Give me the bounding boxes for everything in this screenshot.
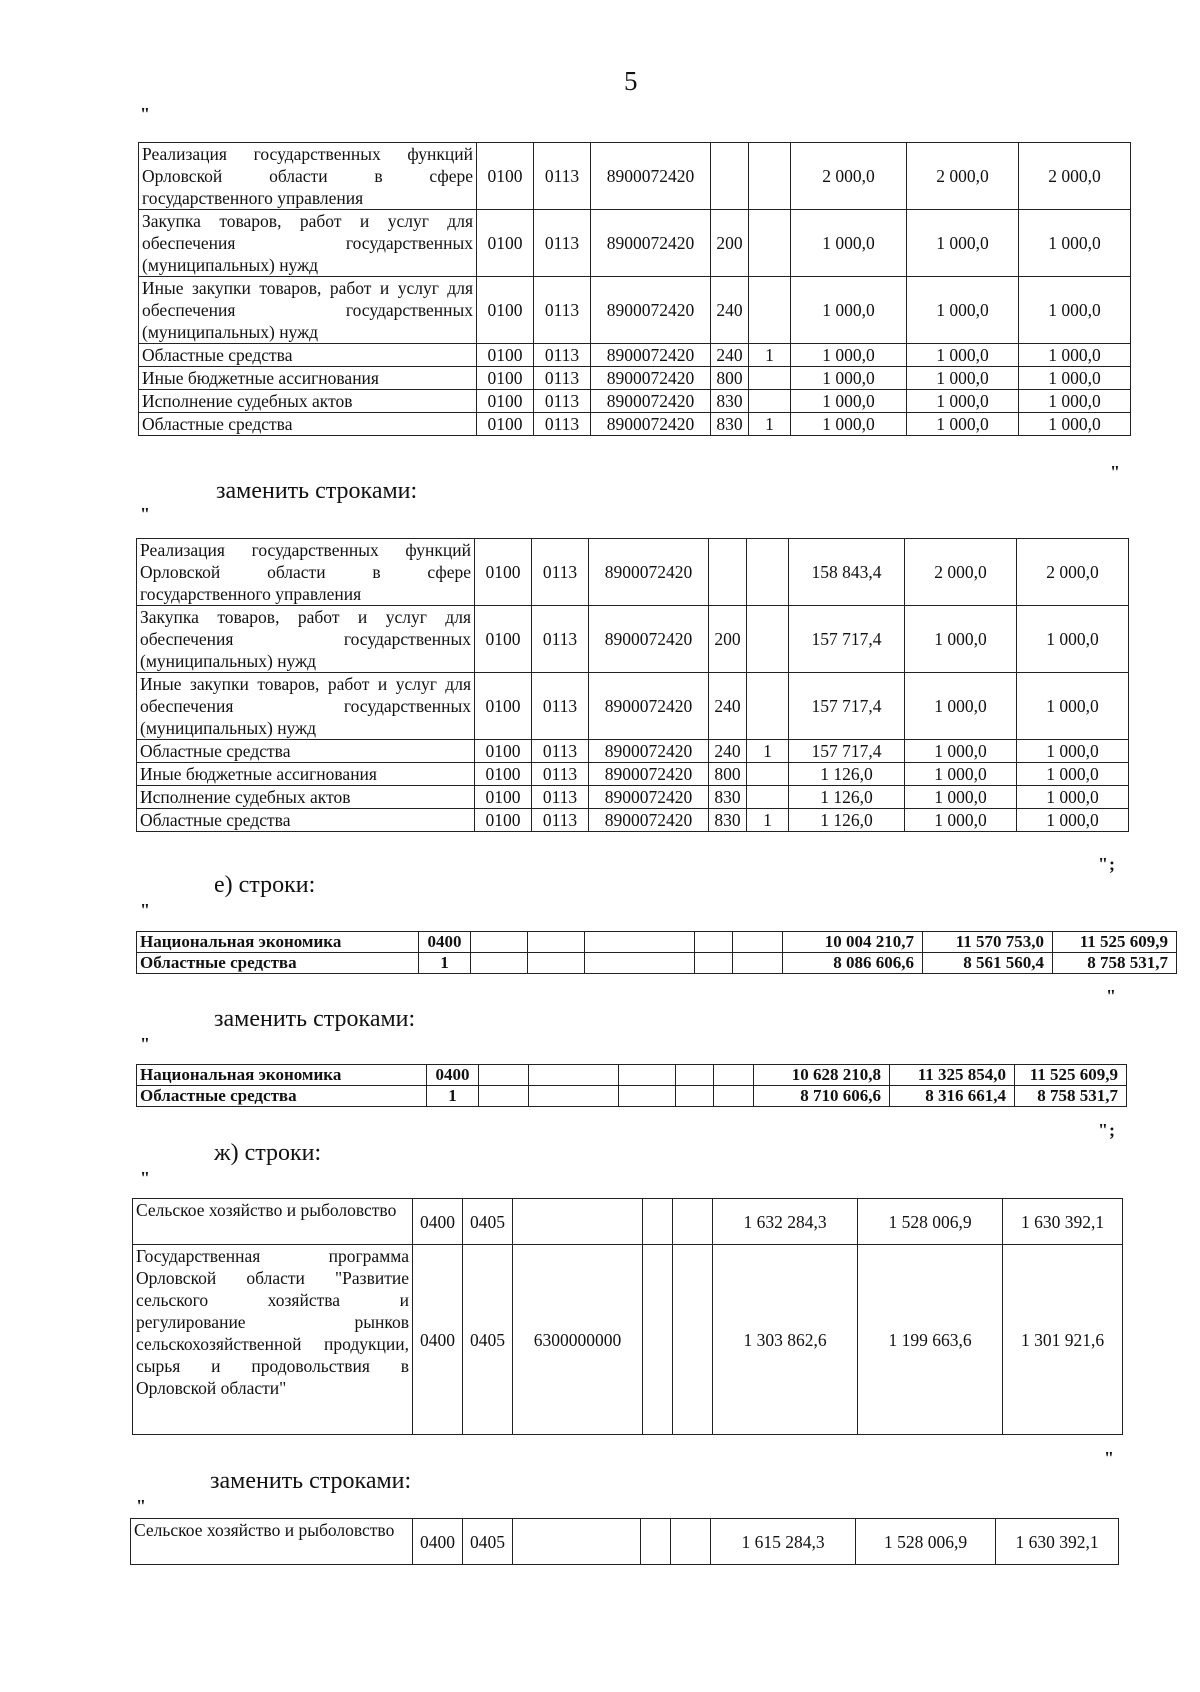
subsection-code: 0113 (532, 786, 589, 809)
table-row (137, 740, 1129, 763)
expense-type-code: 830 (709, 809, 747, 832)
table-row (137, 786, 1129, 809)
amount-year-2: 1 000,0 (907, 277, 1019, 344)
amount-year-1: 1 000,0 (791, 413, 907, 436)
target-article-code: 8900072420 (589, 786, 709, 809)
subsection-code: 0405 (463, 1519, 513, 1565)
open-quote: " (136, 1496, 147, 1516)
section-code: 0100 (475, 809, 532, 832)
empty-cell (479, 1086, 529, 1107)
subsection-code: 0113 (532, 763, 589, 786)
empty-cell (714, 1065, 754, 1086)
subsection-code: 0113 (532, 673, 589, 740)
amount-year-3: 8 758 531,7 (1015, 1086, 1127, 1107)
amount-year-3: 1 630 392,1 (1003, 1199, 1123, 1245)
row-name: Реализация государственных функций Орловской области в сфере государственного управления (137, 539, 475, 606)
amount-year-1: 1 126,0 (789, 763, 905, 786)
row-name: Сельское хозяйство и рыболовство (133, 1199, 413, 1245)
amount-year-2: 8 561 560,4 (923, 953, 1053, 974)
amount-year-3: 1 000,0 (1017, 673, 1129, 740)
table-old-national-economy (136, 931, 1177, 974)
target-article-code: 8900072420 (589, 740, 709, 763)
replace-caption: заменить строками: (210, 1468, 412, 1494)
replace-caption: заменить строками: (214, 1006, 416, 1032)
empty-cell (733, 953, 783, 974)
table-row (139, 344, 1131, 367)
expense-type-code: 200 (709, 606, 747, 673)
row-name: Государственная программа Орловской области "Развитие сельского хозяйства и регулирование рынков сельскохозяйственной продукции, сырья и продовольствия в Орловской области" (133, 1245, 413, 1435)
empty-cell (676, 1086, 714, 1107)
section-code: 0100 (475, 740, 532, 763)
amount-year-1: 158 843,4 (789, 539, 905, 606)
funding-source-code: 1 (749, 344, 791, 367)
section-code: 0400 (413, 1245, 463, 1435)
expense-type-code: 240 (709, 673, 747, 740)
funding-source-code: 1 (747, 809, 789, 832)
amount-year-3: 1 000,0 (1019, 367, 1131, 390)
funding-source-code: 1 (749, 413, 791, 436)
row-name: Национальная экономика (137, 932, 419, 953)
expense-type-code: 240 (711, 277, 749, 344)
subsection-code: 0113 (534, 367, 591, 390)
empty-cell (585, 932, 695, 953)
amount-year-2: 1 000,0 (907, 344, 1019, 367)
subsection-code: 0113 (534, 143, 591, 210)
funding-source-code (749, 277, 791, 344)
amount-year-1: 1 615 284,3 (711, 1519, 856, 1565)
row-name: Исполнение судебных актов (139, 390, 477, 413)
target-article-code: 8900072420 (589, 809, 709, 832)
section-code: 0100 (477, 367, 534, 390)
empty-cell (695, 932, 733, 953)
row-name: Реализация государственных функций Орловской области в сфере государственного управления (139, 143, 477, 210)
amount-year-1: 1 126,0 (789, 809, 905, 832)
table-row (139, 413, 1131, 436)
table-row (137, 1065, 1127, 1086)
row-name: Областные средства (137, 740, 475, 763)
subsection-code: 0113 (534, 413, 591, 436)
amount-year-2: 1 528 006,9 (856, 1519, 996, 1565)
funding-source-code (749, 143, 791, 210)
empty-cell (471, 932, 528, 953)
funding-source-code (749, 390, 791, 413)
section-code: 0100 (477, 413, 534, 436)
amount-year-2: 2 000,0 (905, 539, 1017, 606)
amount-year-1: 157 717,4 (789, 606, 905, 673)
empty-cell (479, 1065, 529, 1086)
close-quote: " (1104, 1448, 1115, 1468)
section-code: 0100 (475, 763, 532, 786)
table-row (139, 390, 1131, 413)
expense-type-code: 830 (709, 786, 747, 809)
table-row (139, 210, 1131, 277)
target-article-code: 8900072420 (591, 277, 711, 344)
row-name: Национальная экономика (137, 1065, 427, 1086)
subsection-code: 0113 (534, 277, 591, 344)
amount-year-1: 1 000,0 (791, 277, 907, 344)
table-new-agriculture (130, 1518, 1119, 1565)
amount-year-3: 1 000,0 (1019, 390, 1131, 413)
amount-year-2: 11 570 753,0 (923, 932, 1053, 953)
empty-cell (529, 1065, 619, 1086)
amount-year-2: 1 000,0 (905, 740, 1017, 763)
table-old-state-functions (138, 142, 1131, 436)
funding-source-code (747, 539, 789, 606)
amount-year-1: 1 303 862,6 (713, 1245, 858, 1435)
target-article-code: 8900072420 (591, 390, 711, 413)
amount-year-2: 1 000,0 (905, 786, 1017, 809)
funding-source-code (747, 786, 789, 809)
table-row (137, 606, 1129, 673)
amount-year-2: 1 000,0 (907, 210, 1019, 277)
empty-cell (676, 1065, 714, 1086)
subsection-code: 0113 (532, 606, 589, 673)
empty-cell (641, 1519, 671, 1565)
replace-caption: заменить строками: (216, 478, 418, 504)
table-row (131, 1519, 1119, 1565)
amount-year-2: 1 000,0 (905, 673, 1017, 740)
empty-cell (695, 953, 733, 974)
target-article-code: 8900072420 (591, 210, 711, 277)
expense-type-code: 830 (711, 390, 749, 413)
empty-cell (673, 1199, 713, 1245)
subsection-code: 0113 (532, 539, 589, 606)
section-code: 0100 (475, 539, 532, 606)
row-name: Иные бюджетные ассигнования (137, 763, 475, 786)
section-code: 0100 (477, 390, 534, 413)
section-code: 0100 (477, 344, 534, 367)
empty-cell (643, 1199, 673, 1245)
funding-source-code (749, 210, 791, 277)
expense-type-code: 240 (711, 344, 749, 367)
amount-year-2: 1 000,0 (907, 413, 1019, 436)
empty-cell (671, 1519, 711, 1565)
target-article-code: 8900072420 (591, 143, 711, 210)
amount-year-3: 1 000,0 (1017, 786, 1129, 809)
amount-year-2: 1 000,0 (905, 606, 1017, 673)
amount-year-3: 8 758 531,7 (1053, 953, 1177, 974)
amount-year-1: 2 000,0 (791, 143, 907, 210)
section-code: 0100 (477, 210, 534, 277)
amount-year-3: 1 000,0 (1019, 277, 1131, 344)
table-row (133, 1245, 1123, 1435)
expense-type-code: 830 (711, 413, 749, 436)
amount-year-1: 1 000,0 (791, 344, 907, 367)
row-name: Исполнение судебных актов (137, 786, 475, 809)
table-row (137, 673, 1129, 740)
amount-year-3: 11 525 609,9 (1053, 932, 1177, 953)
amount-year-1: 10 628 210,8 (754, 1065, 890, 1086)
amount-year-2: 11 325 854,0 (890, 1065, 1015, 1086)
amount-year-1: 157 717,4 (789, 740, 905, 763)
close-quote-semicolon: "; (1098, 854, 1116, 874)
amount-year-2: 1 000,0 (905, 763, 1017, 786)
amount-year-3: 1 000,0 (1019, 210, 1131, 277)
amount-year-1: 10 004 210,7 (783, 932, 923, 953)
amount-year-2: 2 000,0 (907, 143, 1019, 210)
caption-zh: ж) строки: (214, 1140, 322, 1166)
table-row (137, 539, 1129, 606)
table-row (137, 809, 1129, 832)
row-name: Областные средства (139, 413, 477, 436)
target-article-code: 8900072420 (589, 763, 709, 786)
subsection-code: 0113 (534, 210, 591, 277)
open-quote: " (140, 1168, 151, 1188)
row-name: Областные средства (137, 1086, 427, 1107)
target-article-code: 8900072420 (589, 606, 709, 673)
expense-type-code: 800 (711, 367, 749, 390)
amount-year-3: 11 525 609,9 (1015, 1065, 1127, 1086)
amount-year-3: 1 000,0 (1017, 809, 1129, 832)
target-article-code: 8900072420 (589, 539, 709, 606)
empty-cell (471, 953, 528, 974)
row-name: Закупка товаров, работ и услуг для обеспечения государственных (муниципальных) нужд (137, 606, 475, 673)
amount-year-3: 1 630 392,1 (996, 1519, 1119, 1565)
amount-year-1: 1 000,0 (791, 367, 907, 390)
row-name: Сельское хозяйство и рыболовство (131, 1519, 413, 1565)
amount-year-1: 8 086 606,6 (783, 953, 923, 974)
table-old-agriculture (132, 1198, 1123, 1435)
table-row (137, 953, 1177, 974)
open-quote: " (140, 900, 151, 920)
expense-type-code (709, 539, 747, 606)
section-code: 0400 (419, 932, 471, 953)
table-new-state-functions (136, 538, 1129, 832)
row-name: Областные средства (139, 344, 477, 367)
section-code: 0100 (477, 277, 534, 344)
open-quote: " (140, 104, 151, 124)
amount-year-3: 1 000,0 (1019, 344, 1131, 367)
row-name: Иные бюджетные ассигнования (139, 367, 477, 390)
empty-cell (619, 1065, 676, 1086)
expense-type-code: 200 (711, 210, 749, 277)
target-article-code: 8900072420 (591, 367, 711, 390)
amount-year-3: 1 000,0 (1019, 413, 1131, 436)
target-article-code: 6300000000 (513, 1245, 643, 1435)
close-quote: " (1110, 462, 1121, 482)
row-name: Областные средства (137, 809, 475, 832)
section-code: 0400 (413, 1519, 463, 1565)
close-quote-semicolon: "; (1098, 1120, 1116, 1140)
empty-cell (528, 932, 585, 953)
expense-type-code: 240 (709, 740, 747, 763)
subsection-code: 0405 (463, 1245, 513, 1435)
section-code: 0100 (475, 673, 532, 740)
amount-year-1: 1 126,0 (789, 786, 905, 809)
amount-year-3: 1 000,0 (1017, 606, 1129, 673)
table-row (133, 1199, 1123, 1245)
table-new-national-economy (136, 1064, 1127, 1107)
amount-year-1: 8 710 606,6 (754, 1086, 890, 1107)
empty-cell (619, 1086, 676, 1107)
subsection-code: 0113 (532, 809, 589, 832)
section-code: 0100 (475, 786, 532, 809)
amount-year-1: 1 000,0 (791, 210, 907, 277)
section-code: 0400 (427, 1065, 479, 1086)
empty-cell (673, 1245, 713, 1435)
amount-year-2: 1 000,0 (905, 809, 1017, 832)
amount-year-2: 1 199 663,6 (858, 1245, 1003, 1435)
target-article-code: 8900072420 (591, 413, 711, 436)
caption-e: е) строки: (214, 872, 316, 898)
page-number: 5 (624, 66, 638, 96)
section-code: 0100 (475, 606, 532, 673)
row-name: Иные закупки товаров, работ и услуг для обеспечения государственных (муниципальных) нужд (139, 277, 477, 344)
target-article-code: 8900072420 (591, 344, 711, 367)
empty-cell (733, 932, 783, 953)
empty-cell (643, 1245, 673, 1435)
table-row (137, 932, 1177, 953)
funding-source-code (747, 763, 789, 786)
table-row (139, 277, 1131, 344)
subsection-code: 0405 (463, 1199, 513, 1245)
amount-year-3: 1 301 921,6 (1003, 1245, 1123, 1435)
funding-source-code: 1 (747, 740, 789, 763)
row-name: Областные средства (137, 953, 419, 974)
amount-year-2: 8 316 661,4 (890, 1086, 1015, 1107)
expense-type-code (711, 143, 749, 210)
table-row (139, 367, 1131, 390)
amount-year-2: 1 528 006,9 (858, 1199, 1003, 1245)
amount-year-3: 1 000,0 (1017, 763, 1129, 786)
empty-cell (528, 953, 585, 974)
amount-year-3: 1 000,0 (1017, 740, 1129, 763)
empty-cell (714, 1086, 754, 1107)
expense-type-code: 800 (709, 763, 747, 786)
empty-cell (585, 953, 695, 974)
funding-source-code (747, 606, 789, 673)
amount-year-3: 2 000,0 (1017, 539, 1129, 606)
target-article-code: 8900072420 (589, 673, 709, 740)
amount-year-2: 1 000,0 (907, 390, 1019, 413)
row-name: Закупка товаров, работ и услуг для обеспечения государственных (муниципальных) нужд (139, 210, 477, 277)
table-row (139, 143, 1131, 210)
section-code: 0400 (413, 1199, 463, 1245)
target-article-code (513, 1519, 641, 1565)
open-quote: " (140, 1034, 151, 1054)
amount-year-1: 1 632 284,3 (713, 1199, 858, 1245)
target-article-code (513, 1199, 643, 1245)
amount-year-3: 2 000,0 (1019, 143, 1131, 210)
amount-year-2: 1 000,0 (907, 367, 1019, 390)
subsection-code: 0113 (534, 390, 591, 413)
section-code: 1 (427, 1086, 479, 1107)
funding-source-code (749, 367, 791, 390)
funding-source-code (747, 673, 789, 740)
section-code: 0100 (477, 143, 534, 210)
table-row (137, 763, 1129, 786)
close-quote: " (1106, 986, 1117, 1006)
amount-year-1: 1 000,0 (791, 390, 907, 413)
empty-cell (529, 1086, 619, 1107)
open-quote: " (140, 504, 151, 524)
subsection-code: 0113 (532, 740, 589, 763)
amount-year-1: 157 717,4 (789, 673, 905, 740)
table-row (137, 1086, 1127, 1107)
subsection-code: 0113 (534, 344, 591, 367)
row-name: Иные закупки товаров, работ и услуг для обеспечения государственных (муниципальных) нужд (137, 673, 475, 740)
section-code: 1 (419, 953, 471, 974)
